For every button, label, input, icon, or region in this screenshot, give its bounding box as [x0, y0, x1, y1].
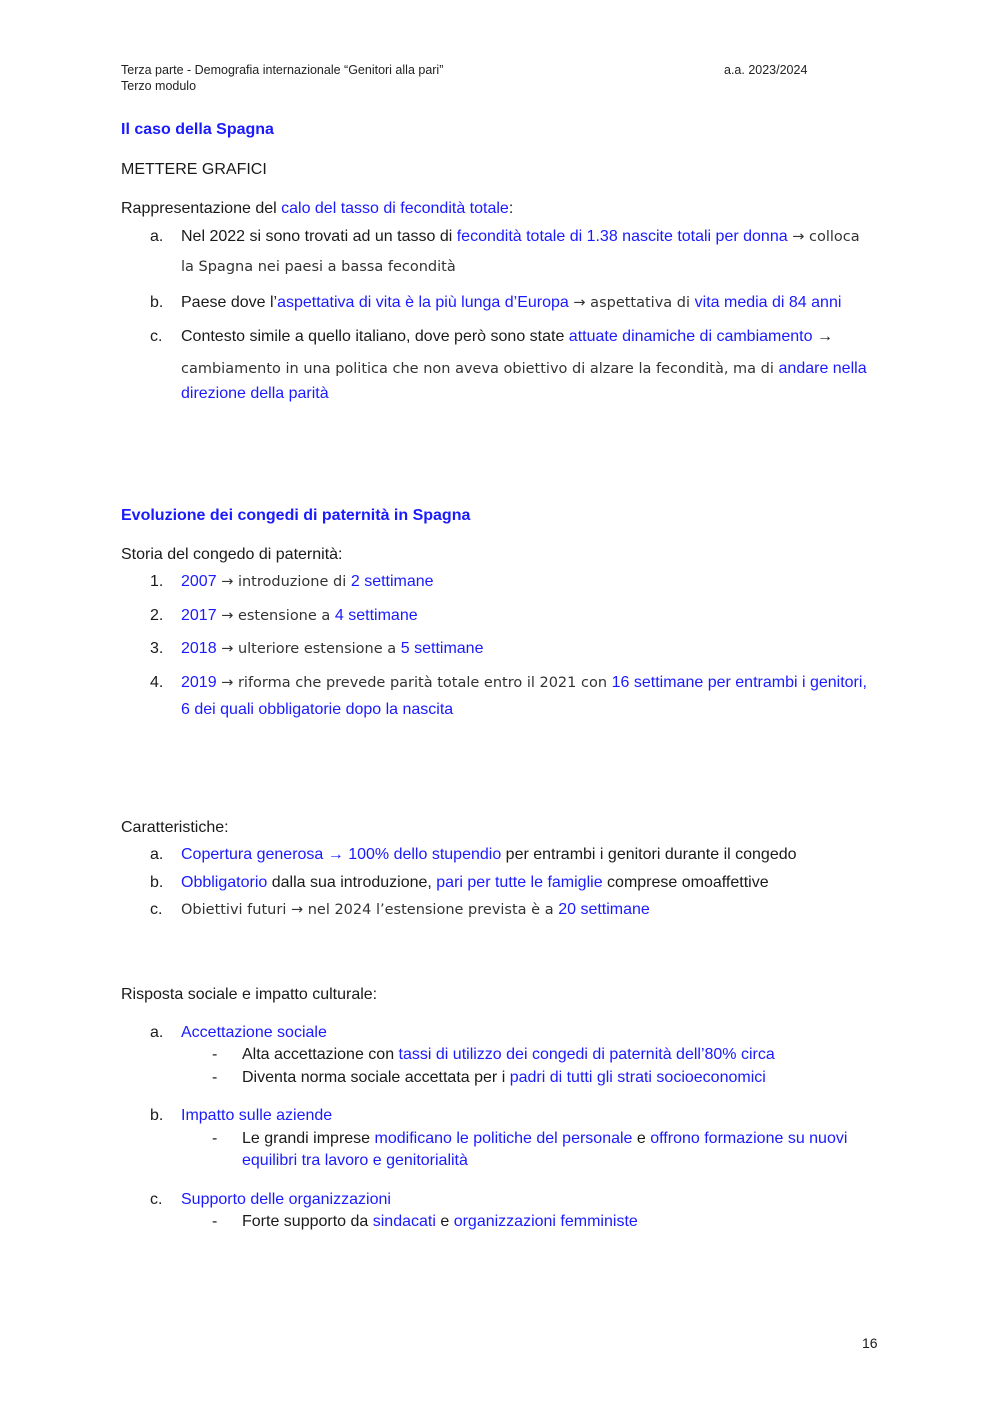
sub-item-body	[242, 1130, 882, 1170]
running-header	[121, 62, 443, 94]
item-year: 2007	[181, 573, 217, 590]
header-academic-year: a.a. 2023/2024	[724, 63, 808, 77]
item-highlight: offrono formazione su nuovi	[650, 1130, 848, 1147]
item-text: e	[632, 1130, 651, 1147]
section4-intro: Risposta sociale e impatto culturale:	[121, 986, 378, 1003]
item-text: dalla sua introduzione,	[267, 874, 437, 891]
item-text: → estensione a	[216, 608, 335, 624]
item-highlight: padri di tutti gli strati socioeconomici	[509, 1069, 766, 1086]
list-item-body	[181, 573, 881, 591]
header-module: Terzo modulo	[121, 79, 197, 93]
dash-marker: -	[212, 1046, 218, 1063]
item-highlight: sindacati	[372, 1213, 436, 1230]
item-highlight: tassi di utilizzo dei congedi di paternità dell’80% circa	[398, 1046, 775, 1063]
list-item-body	[181, 674, 881, 719]
item-text: per entrambi i genitori durante il congedo	[501, 846, 797, 863]
section1-intro	[121, 200, 513, 218]
list-marker: c.	[150, 1191, 163, 1208]
item-highlight: vita media di 84 anni	[694, 294, 842, 311]
item-text: e	[435, 1213, 454, 1230]
group-title: Accettazione sociale	[181, 1024, 327, 1041]
item-year: 2018	[181, 640, 217, 657]
item-text: → introduzione di	[216, 574, 351, 590]
item-highlight: aspettativa di vita è la più lunga d’Europa	[277, 294, 569, 311]
item-arrow: →	[323, 846, 349, 863]
item-highlight: pari per tutte le famiglie	[436, 874, 603, 891]
page-number: 16	[862, 1335, 878, 1351]
dash-marker: -	[212, 1069, 218, 1086]
list-marker: a.	[150, 846, 164, 863]
sub-item-body	[242, 1069, 882, 1087]
item-text: comprese omoaffettive	[602, 874, 769, 891]
item-highlight: fecondità totale di 1.38 nascite totali per donna	[456, 228, 788, 245]
list-marker: b.	[150, 874, 164, 891]
section3-intro: Caratteristiche:	[121, 819, 229, 836]
list-item-body	[181, 294, 881, 312]
item-highlight: andare nella	[778, 360, 867, 377]
list-item-body	[181, 228, 881, 275]
item-highlight: 20 settimane	[558, 901, 650, 918]
item-text-line2: la Spagna nei paesi a bassa fecondità	[181, 259, 456, 275]
item-text: Nel 2022 si sono trovati ad un tasso di	[181, 228, 457, 245]
list-marker: 1.	[150, 573, 164, 590]
list-marker: c.	[150, 328, 163, 345]
dash-marker: -	[212, 1130, 218, 1147]
item-text: Contesto simile a quello italiano, dove però sono state	[181, 328, 569, 345]
list-marker: a.	[150, 228, 164, 245]
list-item-body	[181, 607, 881, 625]
item-highlight: 16 settimane per entrambi i genitori,	[611, 674, 867, 691]
group-title: Supporto delle organizzazioni	[181, 1191, 391, 1208]
list-marker: 2.	[150, 607, 164, 624]
section-title-paternity-leave: Evoluzione dei congedi di paternità in Spagna	[121, 507, 471, 524]
item-text-line2: equilibri tra lavoro e genitorialità	[242, 1152, 468, 1169]
item-highlight: 100% dello stupendio	[348, 846, 502, 863]
item-text: Alta accettazione con	[242, 1046, 399, 1063]
item-highlight: Copertura generosa	[181, 846, 324, 863]
item-highlight: 4 settimane	[334, 607, 418, 624]
item-year: 2019	[181, 674, 217, 691]
intro-text: Rappresentazione del	[121, 200, 282, 217]
dash-marker: -	[212, 1213, 218, 1230]
list-item-body	[181, 328, 881, 403]
item-highlight: modificano le politiche del personale	[374, 1130, 633, 1147]
item-highlight: organizzazioni femministe	[453, 1213, 638, 1230]
list-marker: b.	[150, 294, 164, 311]
list-marker: a.	[150, 1024, 164, 1041]
note-placeholder: METTERE GRAFICI	[121, 161, 267, 178]
item-highlight: Obbligatorio	[181, 874, 268, 891]
item-highlight: 2 settimane	[350, 573, 434, 590]
item-text-line2: 6 dei quali obbligatorie dopo la nascita	[181, 701, 454, 718]
group-title: Impatto sulle aziende	[181, 1107, 333, 1124]
item-text: Forte supporto da	[242, 1213, 373, 1230]
item-text-line3: direzione della parità	[181, 385, 329, 402]
item-text: → colloca	[787, 229, 860, 245]
item-text: → ulteriore estensione a	[216, 641, 401, 657]
section2-intro: Storia del congedo di paternità:	[121, 546, 343, 563]
list-item-body	[181, 640, 881, 658]
list-item-body	[181, 846, 881, 864]
item-text: Paese dove l’	[181, 294, 278, 311]
list-marker: 3.	[150, 640, 164, 657]
item-text: Le grandi imprese	[242, 1130, 375, 1147]
item-text: Obiettivi futuri → nel 2024 l’estensione prevista è a	[181, 902, 559, 918]
list-marker: c.	[150, 901, 163, 918]
item-text-line2: cambiamento in una politica che non aveva obiettivo di alzare la fecondità, ma di	[181, 361, 779, 377]
item-highlight: attuate dinamiche di cambiamento	[568, 328, 813, 345]
item-text: → riforma che prevede parità totale entro il 2021 con	[216, 675, 612, 691]
header-course-title: Terza parte - Demografia internazionale “Genitori alla pari”	[121, 63, 444, 77]
list-marker: b.	[150, 1107, 164, 1124]
intro-colon: :	[508, 200, 514, 217]
item-year: 2017	[181, 607, 217, 624]
list-marker: 4.	[150, 674, 164, 691]
item-text: → aspettativa di	[568, 295, 695, 311]
item-highlight: 5 settimane	[400, 640, 484, 657]
sub-item-body	[242, 1213, 882, 1231]
intro-highlight: calo del tasso di fecondità totale	[281, 200, 509, 217]
sub-item-body	[242, 1046, 882, 1064]
list-item-body	[181, 901, 881, 919]
item-text: Diventa norma sociale accettata per i	[242, 1069, 510, 1086]
section-title-spain-case: Il caso della Spagna	[121, 121, 274, 138]
item-text: →	[812, 328, 833, 345]
list-item-body	[181, 874, 881, 892]
